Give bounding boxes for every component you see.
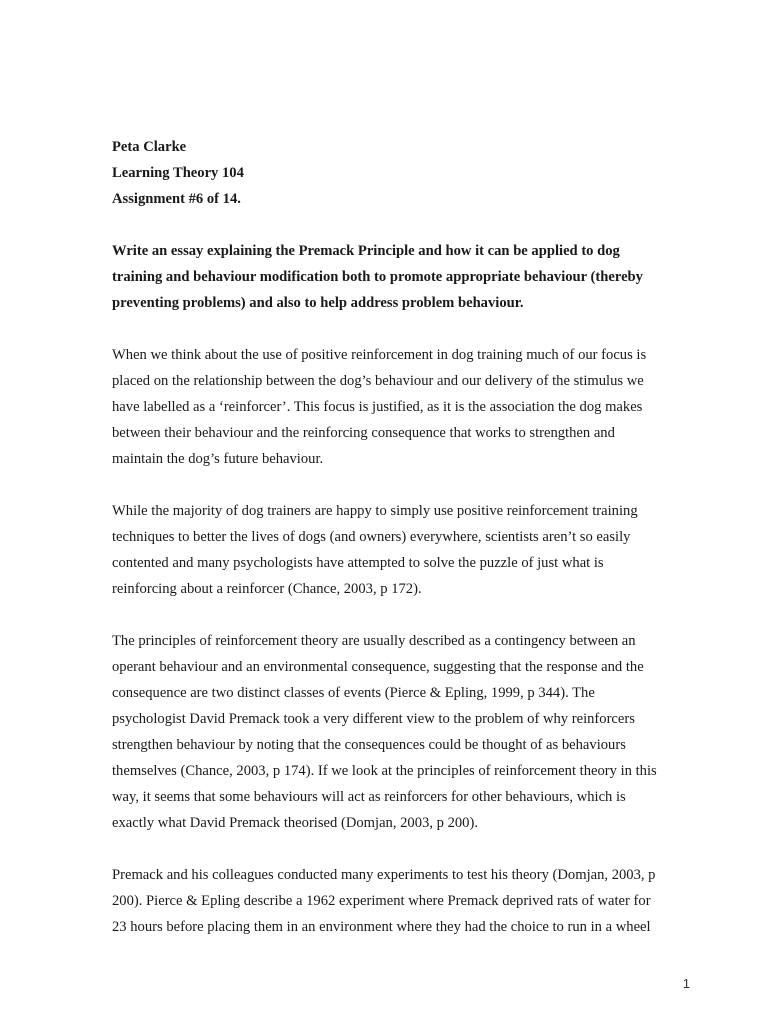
text-line: consequence are two distinct classes of events (Pierce & Epling, 1999, p 344). The [112, 685, 595, 701]
text-line: between their behaviour and the reinforcing consequence that works to strengthen and [112, 425, 615, 441]
text-line: strengthen behaviour by noting that the consequences could be thought of as behaviours [112, 737, 626, 753]
text-line: way, it seems that some behaviours will act as reinforcers for other behaviours, which is [112, 789, 626, 805]
text-line: operant behaviour and an environmental consequence, suggesting that the response and the [112, 659, 644, 675]
text-line: 23 hours before placing them in an environment where they had the choice to run in a wheel [112, 919, 651, 935]
page-number: 1 [682, 976, 690, 991]
spacer [112, 212, 692, 238]
text-line: When we think about the use of positive reinforcement in dog training much of our focus is [112, 347, 647, 363]
question-line: Write an essay explaining the Premack Principle and how it can be applied to dog [112, 243, 620, 259]
paragraph-1 [112, 342, 692, 472]
text-line: reinforcing about a reinforcer (Chance, 2003, p 172). [112, 581, 422, 597]
spacer [112, 316, 692, 342]
text-line: themselves (Chance, 2003, p 174). If we look at the principles of reinforcement theory in this [112, 763, 657, 779]
author-name: Peta Clarke [112, 139, 187, 155]
text-line: The principles of reinforcement theory are usually described as a contingency between an [112, 633, 636, 649]
text-line: placed on the relationship between the dog’s behaviour and our delivery of the stimulus we [112, 373, 644, 389]
course-title: Learning Theory 104 [112, 165, 244, 181]
document-body [112, 134, 692, 940]
spacer [112, 602, 692, 628]
essay-question [112, 238, 692, 316]
text-line: Premack and his colleagues conducted many experiments to test his theory (Domjan, 2003, p [112, 867, 656, 883]
spacer [112, 472, 692, 498]
text-line: psychologist David Premack took a very different view to the problem of why reinforcers [112, 711, 635, 727]
header-block [112, 134, 692, 212]
text-line: exactly what David Premack theorised (Domjan, 2003, p 200). [112, 815, 478, 831]
spacer [112, 836, 692, 862]
paragraph-4 [112, 862, 692, 940]
question-line: training and behaviour modification both to promote appropriate behaviour (thereby [112, 269, 643, 285]
text-line: have labelled as a ‘reinforcer’. This focus is justified, as it is the association the dog makes [112, 399, 643, 415]
text-line: 200). Pierce & Epling describe a 1962 experiment where Premack deprived rats of water for [112, 893, 651, 909]
assignment-number: Assignment #6 of 14. [112, 191, 241, 207]
text-line: contented and many psychologists have attempted to solve the puzzle of just what is [112, 555, 604, 571]
paragraph-3 [112, 628, 692, 836]
question-line: preventing problems) and also to help address problem behaviour. [112, 295, 524, 311]
text-line: maintain the dog’s future behaviour. [112, 451, 324, 467]
paragraph-2 [112, 498, 692, 602]
text-line: While the majority of dog trainers are happy to simply use positive reinforcement training [112, 503, 638, 519]
text-line: techniques to better the lives of dogs (and owners) everywhere, scientists aren’t so easily [112, 529, 631, 545]
